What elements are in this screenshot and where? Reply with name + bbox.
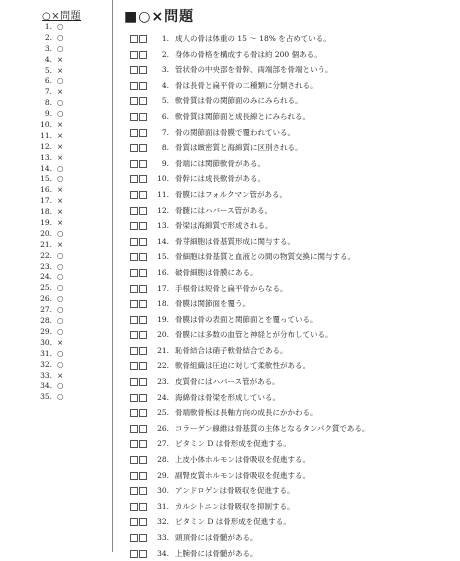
answer-row xyxy=(30,360,64,371)
answer-number: 10. xyxy=(40,120,52,130)
checkbox[interactable] xyxy=(130,35,138,43)
answer-number: 7. xyxy=(44,87,52,97)
answer-row xyxy=(30,262,64,273)
question-number: 29. xyxy=(157,470,169,480)
answer-number: 32. xyxy=(40,359,52,369)
answer-row xyxy=(30,218,64,229)
checkbox[interactable] xyxy=(139,129,147,137)
checkbox[interactable] xyxy=(139,222,147,230)
checkbox[interactable] xyxy=(130,175,138,183)
question-row xyxy=(130,358,369,374)
answer-number: 21. xyxy=(40,239,52,249)
checkbox[interactable] xyxy=(130,425,138,433)
question-row xyxy=(130,265,369,281)
checkbox[interactable] xyxy=(139,409,147,417)
question-text: 骨膜には多数の血管と神経とが分布している。 xyxy=(175,330,333,340)
checkbox[interactable] xyxy=(139,331,147,339)
checkbox[interactable] xyxy=(130,440,138,448)
answer-mark: ○ xyxy=(57,43,64,53)
answer-row xyxy=(30,153,64,164)
answer-row xyxy=(30,207,64,218)
answer-number: 2. xyxy=(44,32,52,42)
answer-mark: × xyxy=(57,87,64,97)
question-number: 6. xyxy=(161,111,169,121)
answer-number: 34. xyxy=(40,381,52,391)
question-number: 3. xyxy=(161,65,169,75)
question-text: 身体の骨格を構成する骨は約 200 個ある。 xyxy=(175,49,322,59)
checkbox[interactable] xyxy=(139,456,147,464)
question-number: 34. xyxy=(157,548,169,558)
question-text: 恥骨結合は硝子軟骨結合である。 xyxy=(175,345,288,355)
answer-row xyxy=(30,338,64,349)
question-row xyxy=(130,140,369,156)
question-number: 33. xyxy=(157,533,169,542)
checkbox[interactable] xyxy=(139,191,147,199)
question-number: 26. xyxy=(157,423,169,433)
question-row xyxy=(130,374,369,390)
question-row xyxy=(130,483,369,499)
question-number: 15. xyxy=(157,252,169,262)
answer-row xyxy=(30,185,64,196)
question-row xyxy=(130,390,369,406)
answer-number: 11. xyxy=(40,130,52,140)
answer-mark: ○ xyxy=(57,381,64,391)
checkbox[interactable] xyxy=(139,534,147,542)
question-number: 8. xyxy=(161,143,169,153)
answer-title: ○×問題 xyxy=(42,11,82,22)
answer-mark: ○ xyxy=(57,326,64,336)
question-number: 19. xyxy=(157,314,169,324)
answer-row xyxy=(30,164,64,175)
checkbox[interactable] xyxy=(130,394,138,402)
question-text: ビタミン D は骨形成を促進する。 xyxy=(175,517,291,527)
answer-row xyxy=(30,33,64,44)
answer-sidebar xyxy=(0,0,110,552)
question-row xyxy=(130,203,369,219)
checkbox[interactable] xyxy=(130,316,138,324)
question-number: 7. xyxy=(161,127,169,137)
answer-list xyxy=(30,22,64,403)
answer-mark: × xyxy=(57,239,64,249)
answer-row xyxy=(30,109,64,120)
answer-row xyxy=(30,142,64,153)
answer-mark: × xyxy=(57,141,64,151)
question-row xyxy=(130,499,369,515)
answer-row xyxy=(30,327,64,338)
question-text: 破骨細胞は骨膜にある。 xyxy=(175,267,258,277)
question-number: 5. xyxy=(161,96,169,106)
checkbox[interactable] xyxy=(130,518,138,526)
checkbox[interactable] xyxy=(139,503,147,511)
answer-mark: × xyxy=(57,185,64,195)
checkbox[interactable] xyxy=(130,472,138,480)
question-number: 28. xyxy=(157,455,169,465)
checkbox[interactable] xyxy=(130,222,138,230)
answer-number: 3. xyxy=(44,43,52,53)
question-text: 骨髄にはハバース管がある。 xyxy=(175,205,273,215)
question-row xyxy=(130,156,369,172)
checkbox[interactable] xyxy=(130,285,138,293)
question-number: 32. xyxy=(157,517,169,527)
question-number: 23. xyxy=(157,377,169,387)
question-number: 9. xyxy=(161,158,169,168)
question-text: 軟骨質は骨の関節面のみにみられる。 xyxy=(175,96,303,106)
question-row xyxy=(130,452,369,468)
page-title: ■○×問題 xyxy=(124,9,195,25)
answer-number: 22. xyxy=(40,250,52,260)
question-row xyxy=(130,234,369,250)
answer-mark: × xyxy=(57,218,64,228)
answer-mark: ○ xyxy=(57,174,64,184)
answer-mark: ○ xyxy=(57,392,64,402)
answer-number: 24. xyxy=(40,272,52,282)
answer-mark: ○ xyxy=(57,250,64,260)
question-number: 31. xyxy=(157,501,169,511)
answer-mark: × xyxy=(57,370,64,380)
question-text: 上皮小体ホルモンは骨吸収を促進する。 xyxy=(175,455,310,465)
answer-mark: × xyxy=(57,130,64,140)
answer-row xyxy=(30,44,64,55)
answer-row xyxy=(30,240,64,251)
question-text: 手根骨は短骨と扁平骨からなる。 xyxy=(175,283,288,293)
question-text: ビタミン D は骨形成を促進する。 xyxy=(175,439,291,449)
question-text: 成人の骨は体重の 15 ～ 18% を占めている。 xyxy=(175,34,331,43)
question-row xyxy=(130,281,369,297)
question-row xyxy=(130,343,369,359)
question-panel xyxy=(120,0,455,558)
answer-number: 30. xyxy=(40,337,52,347)
answer-number: 17. xyxy=(40,196,52,206)
checkbox[interactable] xyxy=(139,82,147,90)
answer-number: 23. xyxy=(40,261,52,271)
question-number: 24. xyxy=(157,392,169,402)
answer-number: 29. xyxy=(40,326,52,336)
answer-row xyxy=(30,131,64,142)
checkbox[interactable] xyxy=(139,97,147,105)
answer-mark: ○ xyxy=(57,348,64,358)
question-number: 27. xyxy=(157,439,169,449)
answer-row xyxy=(30,98,64,109)
checkbox[interactable] xyxy=(139,66,147,74)
answer-mark: ○ xyxy=(57,316,64,326)
checkbox[interactable] xyxy=(139,35,147,43)
checkbox[interactable] xyxy=(130,331,138,339)
checkbox[interactable] xyxy=(130,129,138,137)
checkbox[interactable] xyxy=(130,347,138,355)
question-text: 軟骨組織は圧迫に対して柔軟性がある。 xyxy=(175,361,310,371)
checkbox[interactable] xyxy=(139,425,147,433)
answer-row xyxy=(30,294,64,305)
question-text: 骨質は緻密質と海綿質に区別される。 xyxy=(175,143,303,153)
checkbox[interactable] xyxy=(130,503,138,511)
answer-number: 15. xyxy=(40,174,52,184)
answer-row xyxy=(30,22,64,33)
question-row xyxy=(130,218,369,234)
checkbox[interactable] xyxy=(130,207,138,215)
answer-number: 25. xyxy=(40,283,52,293)
answer-row xyxy=(30,392,64,403)
question-text: 上腕骨には骨髄がある。 xyxy=(175,548,258,558)
question-number: 12. xyxy=(157,205,169,215)
checkbox[interactable] xyxy=(139,378,147,386)
question-text: 骨梁は海綿質で形成される。 xyxy=(175,221,273,231)
question-text: 骨は長骨と扁平骨の二種類に分類される。 xyxy=(175,80,318,90)
checkbox[interactable] xyxy=(130,456,138,464)
checkbox[interactable] xyxy=(130,160,138,168)
question-text: 骨の関節面は骨膜で覆われている。 xyxy=(175,127,295,137)
question-row xyxy=(130,468,369,484)
question-text: 骨膜は関節面を覆う。 xyxy=(175,299,250,309)
question-number: 11. xyxy=(157,189,169,199)
answer-number: 12. xyxy=(40,141,52,151)
question-text: 管状骨の中央部を骨幹、両端部を骨端という。 xyxy=(175,65,333,75)
checkbox[interactable] xyxy=(130,487,138,495)
question-row xyxy=(130,93,369,109)
question-number: 25. xyxy=(157,408,169,418)
question-text: 骨膜は骨の表面と関節面とを覆っている。 xyxy=(175,314,318,324)
answer-row xyxy=(30,55,64,66)
checkbox[interactable] xyxy=(130,534,138,542)
question-text: 骨幹には成長軟骨がある。 xyxy=(175,174,265,184)
checkbox[interactable] xyxy=(130,113,138,121)
answer-row xyxy=(30,305,64,316)
answer-mark: ○ xyxy=(57,76,64,86)
answer-number: 19. xyxy=(40,218,52,228)
question-text: 骨端軟骨板は長軸方向の成長にかかわる。 xyxy=(175,408,318,418)
question-number: 14. xyxy=(157,236,169,246)
question-number: 10. xyxy=(157,174,169,184)
answer-number: 1. xyxy=(44,22,52,31)
checkbox[interactable] xyxy=(130,409,138,417)
question-number: 17. xyxy=(157,283,169,293)
answer-row xyxy=(30,196,64,207)
checkbox[interactable] xyxy=(130,550,138,558)
question-row xyxy=(130,62,369,78)
question-row xyxy=(130,125,369,141)
answer-number: 27. xyxy=(40,305,52,315)
answer-number: 4. xyxy=(44,54,52,64)
checkbox[interactable] xyxy=(130,97,138,105)
question-number: 2. xyxy=(161,49,169,59)
checkbox[interactable] xyxy=(139,316,147,324)
answer-row xyxy=(30,76,64,87)
question-text: アンドロゲンは骨吸収を促進する。 xyxy=(175,486,295,496)
question-row xyxy=(130,436,369,452)
question-number: 1. xyxy=(161,34,169,43)
question-row xyxy=(130,546,369,561)
question-number: 30. xyxy=(157,486,169,496)
answer-mark: × xyxy=(57,120,64,130)
checkbox[interactable] xyxy=(139,518,147,526)
answer-row xyxy=(30,120,64,131)
question-row xyxy=(130,327,369,343)
question-number: 20. xyxy=(157,330,169,340)
answer-mark: ○ xyxy=(57,359,64,369)
question-row xyxy=(130,249,369,265)
answer-number: 14. xyxy=(40,163,52,173)
checkbox[interactable] xyxy=(139,550,147,558)
answer-mark: ○ xyxy=(57,305,64,315)
answer-row xyxy=(30,87,64,98)
answer-row xyxy=(30,174,64,185)
answer-mark: ○ xyxy=(57,32,64,42)
question-row xyxy=(130,78,369,94)
question-text: 副腎皮質ホルモンは骨吸収を促進する。 xyxy=(175,470,310,480)
checkbox[interactable] xyxy=(139,144,147,152)
question-row xyxy=(130,421,369,437)
answer-number: 35. xyxy=(40,392,52,402)
question-text: 皮質骨にはハバース管がある。 xyxy=(175,377,280,387)
question-row xyxy=(130,109,369,125)
answer-row xyxy=(30,349,64,360)
checkbox[interactable] xyxy=(139,269,147,277)
question-row xyxy=(130,514,369,530)
answer-mark: ○ xyxy=(57,283,64,293)
checkbox[interactable] xyxy=(130,51,138,59)
checkbox[interactable] xyxy=(130,300,138,308)
answer-number: 31. xyxy=(40,348,52,358)
answer-number: 26. xyxy=(40,294,52,304)
question-text: 頭頂骨には骨髄がある。 xyxy=(175,533,258,542)
answer-row xyxy=(30,272,64,283)
checkbox[interactable] xyxy=(130,378,138,386)
answer-number: 28. xyxy=(40,316,52,326)
question-text: 軟骨質は関節面と成長線とにみられる。 xyxy=(175,111,310,121)
answer-number: 9. xyxy=(44,109,52,119)
answer-mark: × xyxy=(57,207,64,217)
answer-number: 6. xyxy=(44,76,52,86)
checkbox[interactable] xyxy=(130,82,138,90)
question-row xyxy=(130,530,369,546)
checkbox[interactable] xyxy=(139,487,147,495)
question-text: 骨芽細胞は骨基質形成に関与する。 xyxy=(175,236,295,246)
answer-number: 18. xyxy=(40,207,52,217)
answer-mark: × xyxy=(57,65,64,75)
answer-mark: ○ xyxy=(57,22,64,31)
answer-number: 16. xyxy=(40,185,52,195)
question-list xyxy=(130,31,369,561)
question-number: 18. xyxy=(157,299,169,309)
checkbox[interactable] xyxy=(139,175,147,183)
answer-number: 5. xyxy=(44,65,52,75)
checkbox[interactable] xyxy=(139,440,147,448)
checkbox[interactable] xyxy=(139,238,147,246)
answer-row xyxy=(30,316,64,327)
question-number: 21. xyxy=(157,345,169,355)
divider xyxy=(112,0,113,552)
checkbox[interactable] xyxy=(130,238,138,246)
checkbox[interactable] xyxy=(139,253,147,261)
question-text: 海綿骨は骨梁を形成している。 xyxy=(175,392,280,402)
question-text: 骨細胞は骨基質と血液との間の物質交換に関与する。 xyxy=(175,252,355,262)
answer-row xyxy=(30,371,64,382)
answer-mark: × xyxy=(57,54,64,64)
question-row xyxy=(130,171,369,187)
answer-row xyxy=(30,283,64,294)
question-text: カルシトニンは骨吸収を抑制する。 xyxy=(175,501,295,511)
answer-mark: ○ xyxy=(57,294,64,304)
checkbox[interactable] xyxy=(130,144,138,152)
checkbox[interactable] xyxy=(130,269,138,277)
question-text: コラーゲン線維は骨基質の主体となるタンパク質である。 xyxy=(175,423,370,433)
answer-number: 33. xyxy=(40,370,52,380)
question-number: 4. xyxy=(161,80,169,90)
checkbox[interactable] xyxy=(139,300,147,308)
question-text: 骨膜にはフォルクマン管がある。 xyxy=(175,189,287,199)
answer-row xyxy=(30,381,64,392)
answer-mark: ○ xyxy=(57,98,64,108)
answer-row xyxy=(30,66,64,77)
question-row xyxy=(130,47,369,63)
answer-mark: ○ xyxy=(57,163,64,173)
checkbox[interactable] xyxy=(130,66,138,74)
question-number: 16. xyxy=(157,267,169,277)
checkbox[interactable] xyxy=(139,362,147,370)
checkbox[interactable] xyxy=(130,253,138,261)
answer-mark: × xyxy=(57,152,64,162)
checkbox[interactable] xyxy=(139,113,147,121)
answer-mark: ○ xyxy=(57,272,64,282)
question-row xyxy=(130,31,369,47)
checkbox[interactable] xyxy=(130,191,138,199)
checkbox[interactable] xyxy=(139,51,147,59)
answer-mark: ○ xyxy=(57,228,64,238)
answer-row xyxy=(30,251,64,262)
checkbox[interactable] xyxy=(139,207,147,215)
answer-row xyxy=(30,229,64,240)
question-text: 骨端には関節軟骨がある。 xyxy=(175,158,265,168)
checkbox[interactable] xyxy=(139,160,147,168)
checkbox[interactable] xyxy=(139,394,147,402)
answer-mark: × xyxy=(57,337,64,347)
answer-mark: ○ xyxy=(57,109,64,119)
question-row xyxy=(130,405,369,421)
answer-number: 13. xyxy=(40,152,52,162)
question-row xyxy=(130,296,369,312)
answer-mark: × xyxy=(57,196,64,206)
answer-mark: ○ xyxy=(57,261,64,271)
question-row xyxy=(130,187,369,203)
answer-number: 8. xyxy=(44,98,52,108)
checkbox[interactable] xyxy=(139,472,147,480)
checkbox[interactable] xyxy=(130,362,138,370)
answer-number: 20. xyxy=(40,228,52,238)
checkbox[interactable] xyxy=(139,285,147,293)
checkbox[interactable] xyxy=(139,347,147,355)
question-number: 13. xyxy=(157,221,169,231)
question-number: 22. xyxy=(157,361,169,371)
question-row xyxy=(130,312,369,328)
